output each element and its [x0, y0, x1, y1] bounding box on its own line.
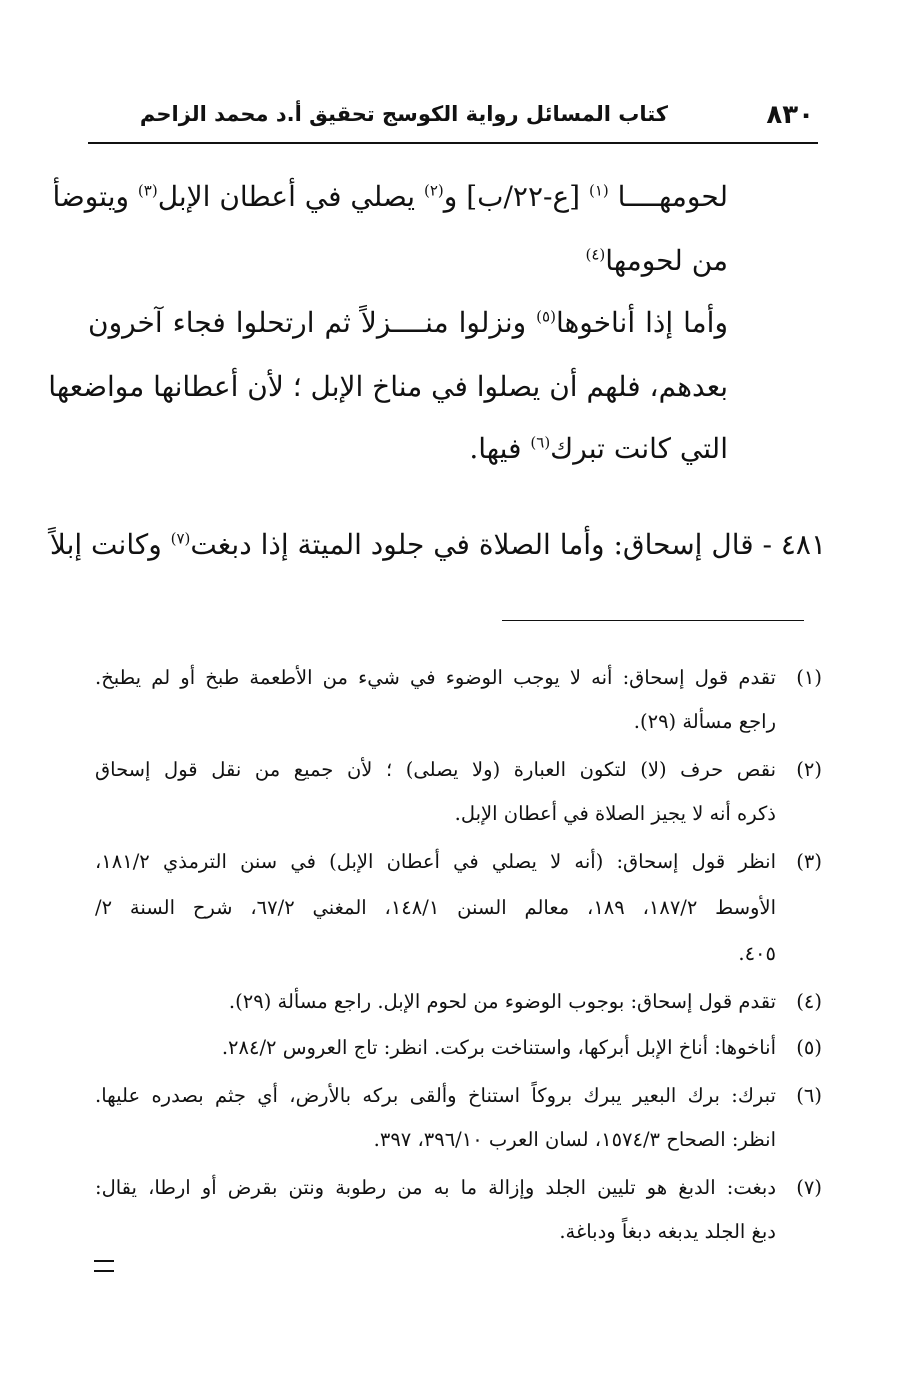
footnote-marker: (١) [589, 181, 609, 200]
footnote-text: أناخوها: أناخ الإبل أبركها، واستناخت بركت. انظر: تاج العروس ٢٨٤/٢. [221, 1036, 776, 1059]
footnote-text: الأوسط ١٨٧/٢، ١٨٩، معالم السنن ١٤٨/١، المغني ٦٧/٢، شرح السنة ٢/ [95, 896, 776, 919]
footnote-text: انظر: الصحاح ١٥٧٤/٣، لسان العرب ٣٩٦/١٠، ٣٩٧. [373, 1128, 776, 1151]
body-line-2: من لحومها$^{(٤)}$ [585, 244, 728, 277]
body-line-4: بعدهم، فلهم أن يصلوا في مناخ الإبل ؛ لأن أعطانها مواضعها [48, 370, 728, 403]
footnote-marker: (٢) [424, 181, 444, 200]
footnote-text: انظر قول إسحاق: (أنه لا يصلي في أعطان الإبل) في سنن الترمذي ١٨١/٢، [95, 850, 776, 873]
footnote-text: تبرك: برك البعير يبرك بروكاً استناخ وألقى بركه بالأرض، أي جثم بصدره عليها. [95, 1084, 776, 1107]
running-title: كتاب المسائل رواية الكوسج تحقيق أ.د محمد الزاحم [139, 102, 668, 126]
header-rule [88, 142, 818, 144]
footnote-marker: (٣) [137, 181, 158, 200]
footnote-marker: (٥) [536, 307, 556, 326]
body-line-1: لحومهــــا $^{(١)}$ [ع-٢٢/ب] و$^{(٢)}$ يصلي في أعطان الإبل$^{(٣)}$ ويتوضأ [52, 180, 728, 213]
footnote-marker: (٤) [585, 245, 606, 264]
footnote-number: (٧) [796, 1176, 822, 1199]
page-number: ٨٣٠ [766, 100, 814, 130]
footnote-number: (٢) [796, 758, 822, 781]
issue-number: ٤٨١ [780, 528, 826, 561]
issue-text: - قال إسحاق: وأما الصلاة في جلود الميتة إذا دبغت$^{(٧)}$ وكانت إبلاً [49, 528, 772, 561]
end-mark [94, 1260, 114, 1272]
footnote-number: (٥) [796, 1036, 822, 1059]
footnote-number: (٣) [796, 850, 822, 873]
footnote-text: ذكره أنه لا يجيز الصلاة في أعطان الإبل. [454, 802, 776, 825]
issue-481 [50, 528, 826, 561]
footnote-text: راجع مسألة (٢٩). [633, 710, 776, 733]
body-line-3: وأما إذا أناخوها$^{(٥)}$ ونزلوا منــــزلاً ثم ارتحلوا فجاء آخرون [88, 306, 728, 339]
footnote-number: (٦) [796, 1084, 822, 1107]
page-header [88, 98, 818, 144]
footnote-marker: (٧) [170, 529, 191, 548]
footnote-number: (٤) [796, 990, 822, 1013]
footnote-separator [502, 620, 804, 621]
footnote-number: (١) [796, 666, 822, 689]
footnote-text: دبغ الجلد يدبغه دبغاً ودباغة. [559, 1220, 776, 1243]
footnote-text: تقدم قول إسحاق: أنه لا يوجب الوضوء في شيء من الأطعمة طبخ أو لم يطبخ. [95, 666, 776, 689]
body-line-5: التي كانت تبرك$^{(٦)}$ فيها. [469, 432, 728, 465]
footnote-text: نقص حرف (لا) لتكون العبارة (ولا يصلى) ؛ لأن جميع من نقل قول إسحاق [95, 758, 776, 781]
footnote-marker: (٦) [530, 433, 551, 452]
footnote-text: دبغت: الدبغ هو تليين الجلد وإزالة ما به من رطوبة ونتن بقرض أو ارطا، يقال: [95, 1176, 776, 1199]
footnote-text: تقدم قول إسحاق: بوجوب الوضوء من لحوم الإبل. راجع مسألة (٢٩). [228, 990, 776, 1013]
footnote-text: ٤٠٥. [738, 942, 776, 965]
